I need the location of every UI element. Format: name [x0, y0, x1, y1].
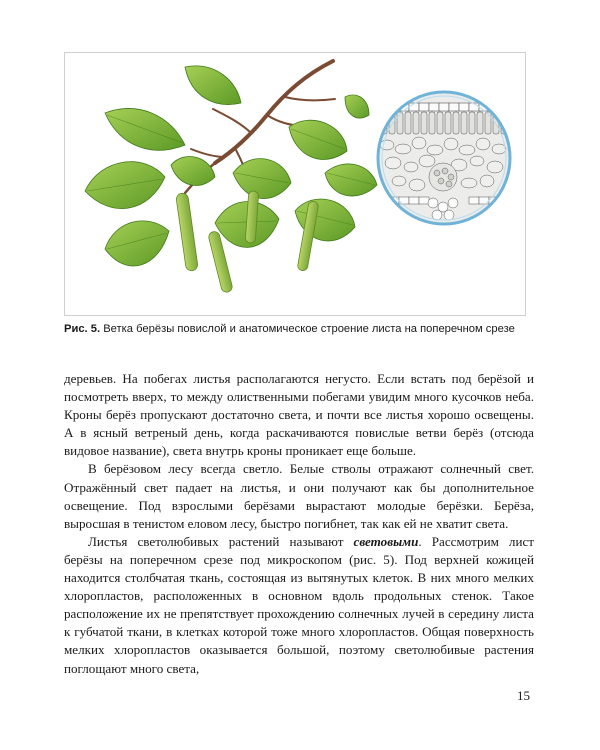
page-number: 15	[517, 688, 530, 703]
birch-branch-illustration	[65, 53, 525, 315]
caption-text: Ветка берёзы повислой и анатомическое строение листа на поперечном срезе	[103, 323, 515, 335]
figure-illustration	[64, 52, 526, 316]
paragraph-2: В берёзовом лесу всегда светло. Белые стволы отражают солнечный свет. Отражённый свет падает на листья, и они получают как бы дополнительное освещение. Под взрослыми берёзами вырастают молодые берёзки. Берёза, выросшая в тенистом еловом лесу, быстро погибнет, так как ей не хватит света.	[64, 461, 534, 531]
leaf-cross-section	[378, 92, 510, 224]
term-light-leaves: световыми	[353, 533, 419, 549]
leaves	[85, 66, 377, 266]
body-text	[64, 370, 534, 678]
paragraph-3	[64, 533, 534, 678]
caption-label: Рис. 5.	[64, 323, 101, 335]
figure-caption	[64, 322, 534, 337]
paragraph-1: деревьев. На побегах листья располагаются негусто. Если встать под берёзой и посмотреть вверх, то между олиственными побегами увидим много кусочков неба. Кроны берёз пропускают достаточно света, и почти все листья хорошо освещены. А в ясный ветреный день, когда раскачиваются повислые ветви берёз (отсюда видовое название), света внутрь кроны проникает еще больше.	[64, 371, 534, 459]
paragraph-3-end: . Рассмотрим лист берёзы на поперечном срезе под микроскопом (рис. 5). Под верхней кожицей находится столбчатая ткань, состоящая из вытянутых клеток. В них много мелких хлоропластов, расположенных в основном вдоль продольных стенок. Такое расположение их не препятствует прохождению солнечных лучей в середину листа к губчатой ткани, в клетках которой тоже много хлоропластов. Общая поверхность мелких хлоропластов оказывается большой, поэтому светолюбивые растения поглощают много света,	[64, 533, 535, 676]
paragraph-3-start: Листья светолюбивых растений называют	[88, 533, 354, 549]
